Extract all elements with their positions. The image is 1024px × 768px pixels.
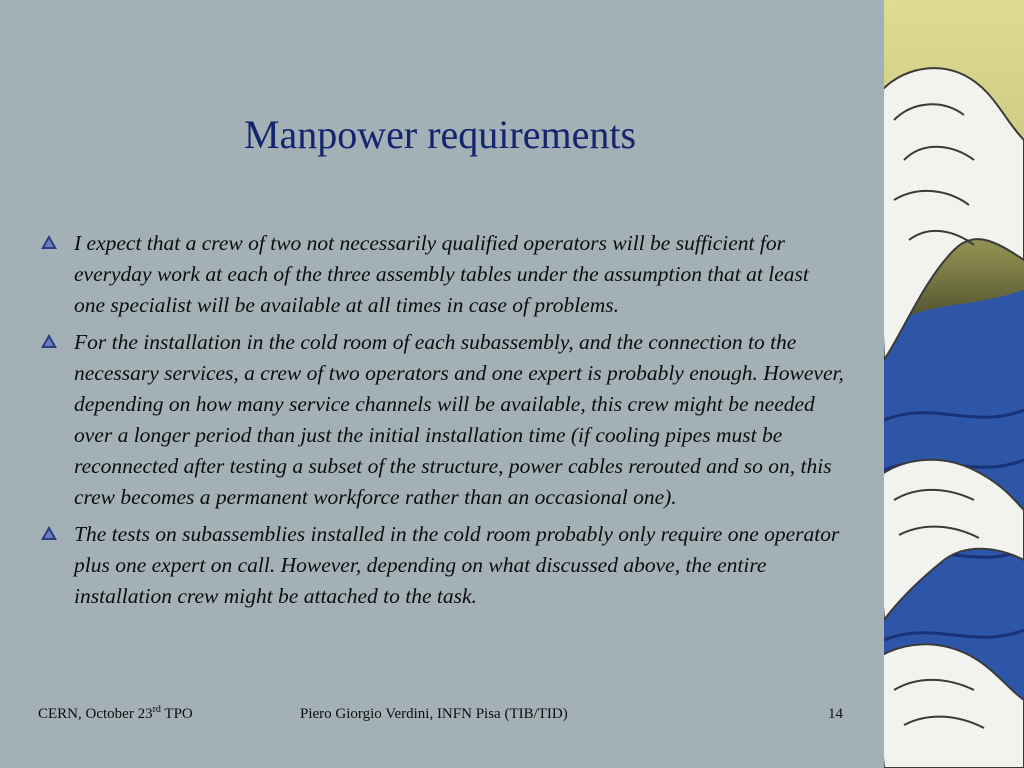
footer-left-sup: rd	[152, 704, 161, 715]
footer-left-suffix: TPO	[160, 706, 193, 722]
page-number: 14	[828, 706, 843, 722]
footer-center: Piero Giorgio Verdini, INFN Pisa (TIB/TID)	[300, 706, 568, 722]
bullet-text: I expect that a crew of two not necessarily qualified operators will be sufficient for everyday work at each of the three assembly tables under the assumption that at least one specialist will be available at all times in case of problems.	[74, 231, 809, 317]
footer-left	[38, 706, 193, 723]
bullet-list	[40, 228, 845, 618]
slide-title: Manpower requirements	[243, 112, 637, 157]
triangle-bullet-icon	[40, 234, 58, 250]
bullet-text: For the installation in the cold room of each subassembly, and the connection to the necessary services, a crew of two operators and one expert is probably enough. However, depending on how many service channels will be available, this crew might be needed over a longer period than just the initial installation time (if cooling pipes must be reconnected after testing a subset of the structure, power cables rerouted and so on, this crew becomes a permanent workforce rather than an occasional one).	[74, 330, 844, 509]
bullet-item	[40, 228, 845, 321]
bullet-item	[40, 327, 845, 513]
triangle-bullet-icon	[40, 525, 58, 541]
triangle-bullet-icon	[40, 333, 58, 349]
great-wave-art	[884, 0, 1024, 768]
bullet-text: The tests on subassemblies installed in the cold room probably only require one operator plus one expert on call. However, depending on what discussed above, the entire installation crew might be attached to the task.	[74, 522, 840, 608]
footer-left-prefix: CERN, October 23	[38, 706, 153, 722]
bullet-item	[40, 519, 845, 612]
